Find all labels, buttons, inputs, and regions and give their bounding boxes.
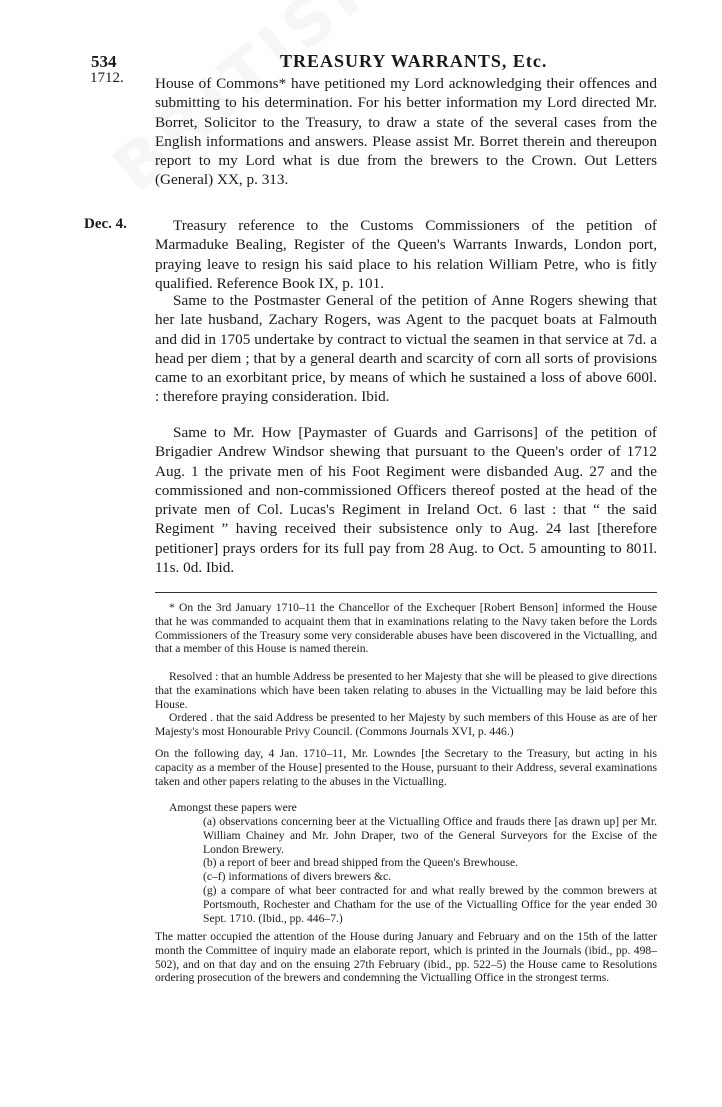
list-item-text: informations of divers brewers &c. bbox=[228, 870, 392, 883]
footnote-paragraph-1: * On the 3rd January 1710–11 the Chancellor of the Exchequer [Robert Benson] informed the House that he was commanded to acquaint them that in examinations relating to the Navy taken before the Lords Commissioners of the Treasury some very considerable abuses have been discovered in the Victualling, and that a member of this House is named therein. bbox=[155, 601, 657, 656]
page-number: 534 bbox=[91, 52, 117, 71]
list-item-marker: (g) bbox=[203, 884, 217, 897]
postmaster-paragraph: Same to the Postmaster General of the petition of Anne Rogers shewing that her late husband, Zachary Rogers, was Agent to the pacquet boats at Falmouth and did in 1705 undertake by contract to victual the seamen in that service at 7d. a head per diem ; that by a general dearth and scarcity of corn all sorts of provisions came to an exorbitant price, by means of which he sustained a loss of above 600l. : therefore praying consideration. Ibid. bbox=[155, 292, 657, 406]
list-item-marker: (c–f) bbox=[203, 870, 226, 883]
date-margin-note: Dec. 4. bbox=[84, 216, 127, 232]
footnote-list-item bbox=[203, 815, 657, 856]
footnote-paragraph-6: The matter occupied the attention of the House during January and February and on the 15th of the latter month the Committee of inquiry made an elaborate report, which is printed in the Journals (ibid., pp. 498–502), and on that day and on the ensuing 27th February (ibid., pp. 522–5) the House came to Resolutions ordering prosecution of the brewers and condemning the Victualling Office in the strongest terms. bbox=[155, 930, 657, 985]
footnote-paragraph-3: Ordered . that the said Address be presented to her Majesty by such members of this House as are of her Majesty's most Honourable Privy Council. (Commons Journals XVI, p. 446.) bbox=[155, 711, 657, 738]
footnote-list-item bbox=[203, 870, 657, 884]
footnote-paragraph-2: Resolved : that an humble Address be presented to her Majesty that she will be pleased to give directions that the examinations which have been taken relating to abuses in the Victualling may be laid before this House. bbox=[155, 670, 657, 711]
list-item-marker: (a) bbox=[203, 815, 216, 828]
list-item-text: a compare of what beer contracted for and what really brewed by the common brewers at Portsmouth, Rochester and Chatham for the use of the Victualling Office for the year ended 30 Sept. 1710. (Ibid., pp. 446–7.) bbox=[203, 884, 657, 925]
running-head: TREASURY WARRANTS, Etc. bbox=[280, 51, 548, 71]
footnote-paragraph-4: On the following day, 4 Jan. 1710–11, Mr. Lowndes [the Secretary to the Treasury, but acting in his capacity as a member of the House] presented to the House, pursuant to their Address, several examinations taken and other papers relating to the abuses in the Victualling. bbox=[155, 747, 657, 788]
customs-paragraph: Treasury reference to the Customs Commissioners of the petition of Marmaduke Bealing, Register of the Queen's Warrants Inwards, London port, praying leave to resign his said place to his relation William Petre, who is fitly qualified. Reference Book IX, p. 101. bbox=[155, 217, 657, 292]
footnote-paragraph-5: Amongst these papers were bbox=[169, 801, 297, 814]
footnote-list-item bbox=[203, 856, 657, 870]
footnote-rule bbox=[155, 592, 657, 593]
footnote-list-item bbox=[203, 884, 657, 925]
list-item-text: a report of beer and bread shipped from the Queen's Brewhouse. bbox=[219, 856, 519, 869]
how-paragraph: Same to Mr. How [Paymaster of Guards and Garrisons] of the petition of Brigadier Andrew Windsor shewing that pursuant to the Queen's order of 1712 Aug. 1 the private men of his Foot Regiment were disbanded Aug. 27 and the commissioned and non-commissioned Officers thereof posted at the head of the private men of Col. Lucas's Regiment in Ireland Oct. 6 last : that “ the said Regiment ” having received their subsistence only to Aug. 24 last [therefore petitioner] prays orders for its full pay from 28 Aug. to Oct. 5 amounting to 801l. 11s. 0d. Ibid. bbox=[155, 424, 657, 577]
year-margin-note: 1712. bbox=[90, 70, 124, 86]
list-item-marker: (b) bbox=[203, 856, 217, 869]
list-item-text: observations concerning beer at the Victualling Office and frauds there [as drawn up] per Mr. William Chainey and Mr. John Draper, two of the General Surveyors for the Excise of the London Brewery. bbox=[203, 815, 657, 856]
continued-paragraph: House of Commons* have petitioned my Lord acknowledging their offences and submitting to his determination. For his better information my Lord directed Mr. Borret, Solicitor to the Treasury, to draw a state of the several cases from the English informations and answers. Please assist Mr. Borret therein and thereupon report to my Lord what is due from the brewers to the Crown. Out Letters (General) XX, p. 313. bbox=[155, 75, 657, 189]
